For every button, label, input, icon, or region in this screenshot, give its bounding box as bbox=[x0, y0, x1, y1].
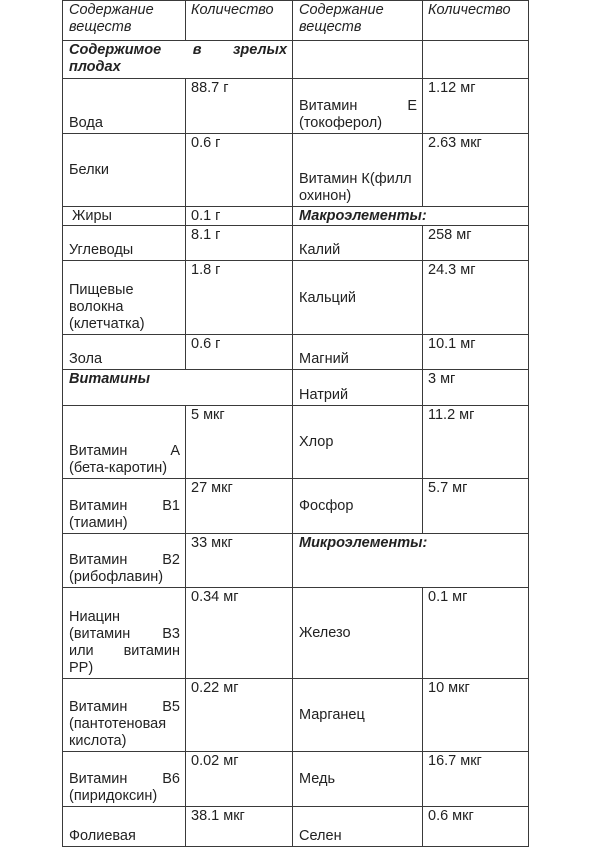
nutrient-name: Витамин К(филлохинон) bbox=[293, 134, 423, 207]
nutrient-name: Белки bbox=[63, 134, 186, 207]
nutrient-value: 1.12 мг bbox=[423, 79, 529, 134]
nutrition-table bbox=[62, 0, 529, 847]
table-row bbox=[63, 588, 529, 679]
header-quantity-right: Количество bbox=[423, 1, 529, 41]
nutrient-value: 0.22 мг bbox=[186, 679, 293, 752]
nutrient-value: 0.6 г bbox=[186, 134, 293, 207]
nutrient-value: 0.1 мг bbox=[423, 588, 529, 679]
nutrient-value: 11.2 мг bbox=[423, 406, 529, 479]
nutrient-value: 2.63 мкг bbox=[423, 134, 529, 207]
nutrient-name: Витамин А (бета-каротин) bbox=[63, 406, 186, 479]
nutrient-name: Фосфор bbox=[293, 479, 423, 534]
nutrient-value: 0.6 г bbox=[186, 335, 293, 370]
nutrient-value: 16.7 мкг bbox=[423, 752, 529, 807]
table-row bbox=[63, 79, 529, 134]
table-row bbox=[63, 534, 529, 588]
header-substance-right: Содержание веществ bbox=[293, 1, 423, 41]
nutrient-name: Пищевые волокна (клетчатка) bbox=[63, 261, 186, 335]
nutrient-name: Ниацин (витамин В3 или витамин РР) bbox=[63, 588, 186, 679]
nutrient-name: Витамин В5 (пантотеновая кислота) bbox=[63, 679, 186, 752]
nutrient-name: Хлор bbox=[293, 406, 423, 479]
header-quantity-left: Количество bbox=[186, 1, 293, 41]
nutrient-name: Углеводы bbox=[63, 226, 186, 261]
nutrient-value: 0.02 мг bbox=[186, 752, 293, 807]
table-row bbox=[63, 807, 529, 847]
nutrient-name: Медь bbox=[293, 752, 423, 807]
nutrient-name: Витамин В6 (пиридоксин) bbox=[63, 752, 186, 807]
nutrient-name: Калий bbox=[293, 226, 423, 261]
header-substance-left: Содержание веществ bbox=[63, 1, 186, 41]
nutrient-name: Витамин В2 (рибофлавин) bbox=[63, 534, 186, 588]
section-heading-micro: Микроэлементы: bbox=[293, 534, 529, 588]
table-row bbox=[63, 261, 529, 335]
table-row bbox=[63, 406, 529, 479]
nutrient-value: 10 мкг bbox=[423, 679, 529, 752]
table-row bbox=[63, 679, 529, 752]
header-row bbox=[63, 1, 529, 41]
nutrient-value: 10.1 мг bbox=[423, 335, 529, 370]
section-heading-vitamins: Витамины bbox=[63, 370, 293, 406]
table-row bbox=[63, 226, 529, 261]
nutrient-value: 27 мкг bbox=[186, 479, 293, 534]
nutrient-name: Витамин Е (токоферол) bbox=[293, 79, 423, 134]
table-row bbox=[63, 370, 529, 406]
table-row bbox=[63, 134, 529, 207]
table-row bbox=[63, 41, 529, 79]
table-cell-empty bbox=[423, 41, 529, 79]
nutrient-name: Железо bbox=[293, 588, 423, 679]
nutrient-value: 258 мг bbox=[423, 226, 529, 261]
nutrient-name: Марганец bbox=[293, 679, 423, 752]
nutrient-name: Кальций bbox=[293, 261, 423, 335]
nutrient-value: 5.7 мг bbox=[423, 479, 529, 534]
nutrient-value: 24.3 мг bbox=[423, 261, 529, 335]
nutrient-value: 0.6 мкг bbox=[423, 807, 529, 847]
nutrient-name: Натрий bbox=[293, 370, 423, 406]
nutrient-name: Жиры bbox=[63, 207, 186, 226]
nutrient-value: 38.1 мкг bbox=[186, 807, 293, 847]
nutrient-value: 33 мкг bbox=[186, 534, 293, 588]
nutrient-name: Вода bbox=[63, 79, 186, 134]
table-row bbox=[63, 207, 529, 226]
nutrient-value: 0.34 мг bbox=[186, 588, 293, 679]
nutrient-name: Зола bbox=[63, 335, 186, 370]
table-row bbox=[63, 335, 529, 370]
section-heading-macro: Макроэлементы: bbox=[293, 207, 529, 226]
nutrient-value: 1.8 г bbox=[186, 261, 293, 335]
nutrient-name: Магний bbox=[293, 335, 423, 370]
nutrient-value: 5 мкг bbox=[186, 406, 293, 479]
nutrient-value: 88.7 г bbox=[186, 79, 293, 134]
nutrient-value: 8.1 г bbox=[186, 226, 293, 261]
section-heading-fruit: Содержимое в зрелых плодах bbox=[63, 41, 293, 79]
table-row bbox=[63, 752, 529, 807]
nutrient-name: Фолиевая bbox=[63, 807, 186, 847]
table-cell-empty bbox=[293, 41, 423, 79]
nutrient-value: 3 мг bbox=[423, 370, 529, 406]
nutrient-name: Селен bbox=[293, 807, 423, 847]
nutrient-value: 0.1 г bbox=[186, 207, 293, 226]
nutrient-name: Витамин В1 (тиамин) bbox=[63, 479, 186, 534]
table-row bbox=[63, 479, 529, 534]
